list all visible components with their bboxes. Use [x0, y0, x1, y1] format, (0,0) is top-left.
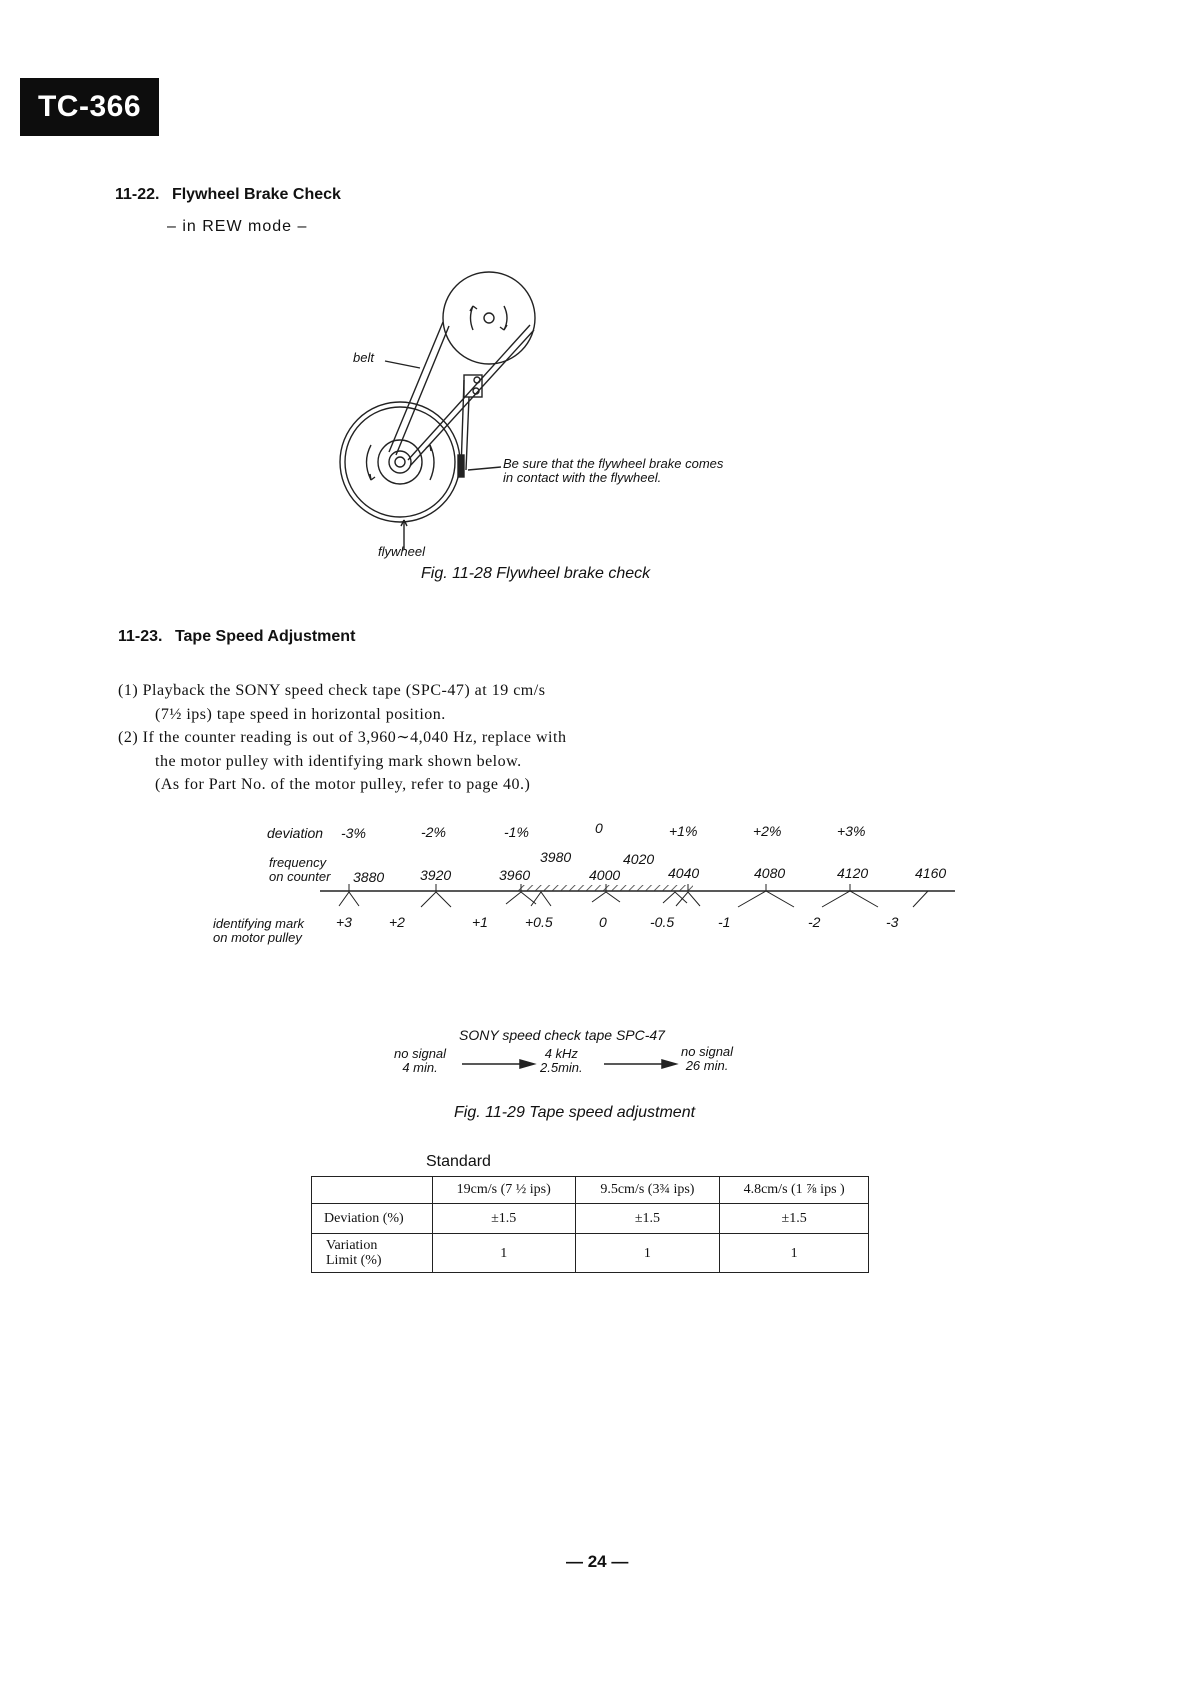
step-2-line2: the motor pulley with identifying mark shown below.: [155, 752, 522, 770]
model-name: TC-366: [37, 90, 142, 123]
identifying-mark-label-line2: on motor pulley: [213, 930, 302, 945]
row-label: [312, 1234, 433, 1273]
section-number: 11-22.: [115, 186, 160, 203]
frequency-value: 4080: [754, 865, 786, 881]
section-subtitle: – in REW mode –: [167, 218, 308, 235]
deviation-value: 0: [595, 820, 603, 836]
flywheel-label: flywheel: [378, 544, 425, 559]
tape-segment-2-signal: 4 kHz: [544, 1046, 578, 1061]
frequency-label-line1: frequency: [269, 855, 327, 870]
frequency-value: 3880: [353, 869, 385, 885]
row-label-line1: Variation: [326, 1238, 378, 1253]
tape-segment-2-duration: 2.5min.: [540, 1060, 583, 1075]
standard-table-title: Standard: [426, 1153, 491, 1170]
step-2-line1: (2) If the counter reading is out of 3,960∼4,040 Hz, replace with: [118, 729, 567, 746]
section-title: Flywheel Brake Check: [171, 186, 341, 203]
table-cell: ±1.5: [720, 1204, 869, 1234]
deviation-value: -1%: [504, 824, 529, 840]
step-1-line2: (7½ ips) tape speed in horizontal position.: [155, 705, 446, 723]
table-cell: ±1.5: [432, 1204, 575, 1234]
frequency-value: 4040: [668, 865, 700, 881]
step-1-line1: (1) Playback the SONY speed check tape (SPC-47) at 19 cm/s: [118, 682, 546, 699]
table-cell: 1: [432, 1234, 575, 1273]
tape-segment-1-duration: 4 min.: [402, 1060, 438, 1075]
belt-label: belt: [353, 350, 374, 365]
pulley-mark: +2: [389, 914, 405, 930]
table-header-cell: 4.8cm/s (1 ⅞ ips ): [720, 1177, 869, 1204]
table-header-cell: [312, 1177, 433, 1204]
deviation-value: +2%: [753, 823, 782, 839]
frequency-value: 3980: [540, 849, 572, 865]
tape-segment-1-signal: no signal: [394, 1046, 447, 1061]
brake-note-line1: Be sure that the flywheel brake comes: [503, 456, 724, 471]
frequency-value: 4000: [589, 867, 621, 883]
table-header-cell: 9.5cm/s (3¾ ips): [575, 1177, 720, 1204]
frequency-label-line2: on counter: [269, 869, 331, 884]
frequency-value: 4020: [623, 851, 655, 867]
table-cell: ±1.5: [575, 1204, 720, 1234]
tape-sequence-title: SONY speed check tape SPC-47: [459, 1027, 665, 1043]
frequency-value: 4160: [915, 865, 947, 881]
table-header-cell: 19cm/s (7 ½ ips): [432, 1177, 575, 1204]
figure-caption-11-28: Fig. 11-28 Flywheel brake check: [421, 565, 651, 582]
identifying-mark-label-line1: identifying mark: [213, 916, 305, 931]
pulley-mark: -0.5: [650, 914, 675, 930]
brake-note-line2: in contact with the flywheel.: [503, 470, 662, 485]
row-label-line2: Limit (%): [326, 1253, 382, 1268]
pulley-mark: +3: [336, 914, 352, 930]
page-number: — 24 —: [566, 1552, 629, 1571]
deviation-value: -2%: [421, 824, 446, 840]
tape-segment-3-signal: no signal: [681, 1044, 734, 1059]
figure-caption-11-29: Fig. 11-29 Tape speed adjustment: [454, 1104, 696, 1121]
step-2-line3: (As for Part No. of the motor pulley, refer to page 40.): [155, 776, 531, 793]
table-cell: 1: [720, 1234, 869, 1273]
standard-table: [311, 1176, 869, 1273]
frequency-value: 3920: [420, 867, 452, 883]
table-cell: 1: [575, 1234, 720, 1273]
pulley-mark: -3: [886, 914, 899, 930]
row-label: Deviation (%): [312, 1204, 433, 1234]
pulley-mark: -1: [718, 914, 731, 930]
pulley-mark: +0.5: [525, 914, 553, 930]
deviation-value: -3%: [341, 825, 366, 841]
deviation-value: +1%: [669, 823, 698, 839]
section-number: 11-23.: [118, 628, 163, 645]
pulley-mark: +1: [472, 914, 488, 930]
deviation-value: +3%: [837, 823, 866, 839]
frequency-value: 3960: [499, 867, 531, 883]
frequency-value: 4120: [837, 865, 869, 881]
table-row: [312, 1234, 869, 1273]
section-title: Tape Speed Adjustment: [174, 628, 356, 645]
pulley-mark: -2: [808, 914, 821, 930]
tape-segment-3-duration: 26 min.: [685, 1058, 729, 1073]
table-row: [312, 1204, 869, 1234]
table-header-row: [312, 1177, 869, 1204]
pulley-mark: 0: [599, 914, 607, 930]
deviation-label: deviation: [267, 825, 324, 841]
